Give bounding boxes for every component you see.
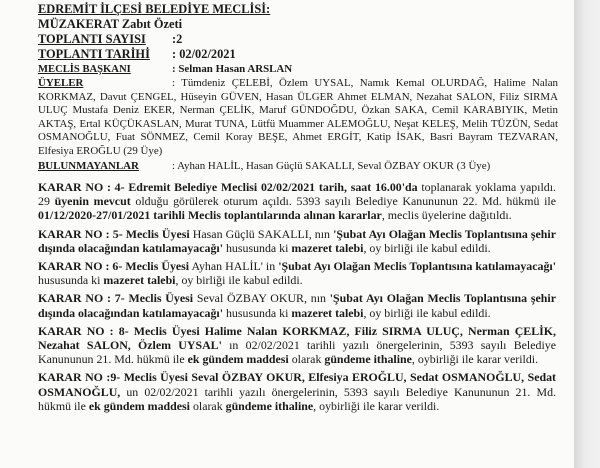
absent-label: BULUNMAYANLAR bbox=[38, 159, 139, 172]
decision-text: , oybirliği ile karar verildi. bbox=[411, 352, 539, 367]
decision-item bbox=[38, 227, 556, 255]
document-title: EDREMİT İLÇESİ BELEDİYE MECLİSİ: bbox=[38, 2, 271, 16]
decision-text: toplanarak yoklama yapıldı. 29 bbox=[38, 180, 556, 209]
decision-text: olarak bbox=[288, 352, 325, 367]
members-first-line: : Tümdeniz ÇELEBİ, Özlem UYSAL, Namık Kemal OLURDAĞ, Halime bbox=[172, 77, 526, 89]
absent-value: : Ayhan HALİL, Hasan Güçlü SAKALLI, Seval ÖZBAY OKUR (3 Üye) bbox=[172, 159, 491, 172]
decision-item bbox=[38, 180, 556, 223]
absent-row bbox=[38, 159, 558, 174]
decision-emphasis: üyenin mevcut bbox=[54, 194, 131, 209]
document-subtitle: MÜZAKERAT Zabıt Özeti bbox=[38, 17, 183, 31]
decision-emphasis: 'Şubat Ayı Olağan Meclis Toplantısına şehir dışında olacağından katılamayacağı' bbox=[38, 291, 556, 320]
decision-text: , oy birliği ile kabul edildi. bbox=[363, 240, 491, 255]
members-block bbox=[38, 77, 558, 159]
meeting-date-label: TOPLANTI TARİHİ bbox=[38, 47, 150, 61]
decision-emphasis: 01/12/2020-27/01/2021 tarihli Meclis toplantılarında alınan kararlar bbox=[38, 208, 382, 223]
decision-heading: KARAR NO :9- Meclis Üyesi Seval ÖZBAY OKUR, Elfesiya EROĞLU, Sedat OSMANOĞLU, Sedat OSMANOĞLU, bbox=[38, 370, 556, 399]
document-header bbox=[38, 2, 558, 174]
decision-heading: KARAR NO : 7- Meclis Üyesi bbox=[38, 291, 194, 306]
meeting-date-row bbox=[38, 47, 558, 62]
council-president-value: : Selman Hasan ARSLAN bbox=[172, 63, 293, 75]
meeting-date-value: : 02/02/2021 bbox=[172, 47, 236, 61]
decision-heading: KARAR NO : 6- Meclis Üyesi bbox=[38, 259, 190, 274]
meeting-number-row bbox=[38, 32, 558, 47]
decision-text: Hasan Güçlü SAKALLI, nın bbox=[189, 226, 334, 241]
decision-text: , oybirliği ile karar verildi. bbox=[313, 398, 440, 413]
decision-emphasis: ek gündem maddesi bbox=[187, 352, 289, 367]
decision-text: Ayhan HALİL' in bbox=[189, 259, 279, 274]
decision-text: hususunda ki bbox=[223, 240, 292, 255]
decision-heading: KARAR NO : 8- Meclis Üyesi Halime Nalan KORKMAZ, Filiz SIRMA ULUÇ, Nerman ÇELİK, Nezahat SALON, Özlem UYSAL' bbox=[38, 323, 556, 353]
decision-item bbox=[38, 291, 556, 319]
decision-emphasis: gündeme ithaline bbox=[324, 352, 412, 367]
decision-emphasis: ek gündem maddesi bbox=[88, 398, 190, 413]
council-president-label: MECLİS BAŞKANI bbox=[38, 64, 131, 75]
decision-text: , oy birliği ile kabul edildi. bbox=[363, 305, 491, 320]
decision-item bbox=[38, 259, 556, 287]
decision-emphasis: mazeret talebi bbox=[103, 273, 176, 288]
decision-text: un 02/02/2021 tarihli yazılı önergelerinin, 5393 sayılı Belediye Kanununun 21. Md. hükmü ile bbox=[38, 384, 556, 413]
decision-text: Seval ÖZBAY OKUR, nın bbox=[193, 291, 330, 306]
decision-emphasis: gündeme ithaline bbox=[225, 398, 314, 413]
decisions-list bbox=[38, 180, 556, 417]
decision-text: hususunda ki bbox=[223, 305, 292, 320]
members-label: ÜYELER bbox=[38, 77, 84, 89]
members-list: Nalan KORKMAZ, Davut ÇENGEL, Hüseyin GÜVEN, Hasan ÜLGER Ahmet ELMAN, Nezahat SALON, Filiz SIRMA ULUÇ Mustafa Deniz EKER, Nerman ÇELİK, Maruf GÜNDOĞDU, Özkan SAKA, Cemil KARABIYIK, Metin AKTAŞ, Ertal KÜÇÜKASLAN, Murat TUNA, Lütfü Muammer ALEMOĞLU, Neşat KELEŞ, Melih TÜZÜN, Sedat OSMANOĞLU, Fuat SÖNMEZ, Cemil Koray BEŞE, Ahmet ERGİT, Katip İSAK, Basri Bayram TEZVARAN, Elfesiya EROĞLU (29 Üye) bbox=[38, 77, 558, 157]
decision-text: , meclis üyelerine dağıtıldı. bbox=[381, 208, 512, 223]
meeting-number-label: TOPLANTI SAYISI bbox=[38, 32, 146, 46]
decision-emphasis: mazeret talebi bbox=[291, 240, 364, 255]
meeting-number-value: :2 bbox=[172, 32, 183, 46]
council-president-row bbox=[38, 62, 558, 77]
viewer-scrollbar[interactable] bbox=[574, 0, 600, 468]
decision-text: olduğu görülerek oturum açıldı. 5393 sayılı Belediye Kanununun 22. Md. hükmü ile bbox=[130, 194, 556, 209]
decision-text: , oy birliği ile kabul edildi. bbox=[175, 273, 303, 288]
decision-emphasis: mazeret talebi bbox=[291, 305, 364, 320]
decision-item bbox=[38, 324, 556, 367]
decision-text: hususunda ki bbox=[38, 273, 104, 288]
decision-heading: KARAR NO : 4- Edremit Belediye Meclisi 02/02/2021 tarih, saat 16.00'da bbox=[38, 180, 418, 194]
decision-text: ın 02/02/2021 tarihli yazılı önergelerinin, 5393 sayılı Belediye Kanununun 21. Md. hükmü ile bbox=[38, 338, 556, 367]
decision-heading: KARAR NO : 5- Meclis Üyesi bbox=[38, 226, 190, 241]
decision-item bbox=[38, 370, 556, 413]
decision-emphasis: 'Şubat Ayı Olağan Meclis Toplantısına katılamayacağı' bbox=[278, 259, 556, 274]
decision-emphasis: 'Şubat Ayı Olağan Meclis Toplantısına şehir dışında olacağından katılamayacağı' bbox=[38, 226, 557, 255]
decision-text: olarak bbox=[189, 398, 226, 413]
